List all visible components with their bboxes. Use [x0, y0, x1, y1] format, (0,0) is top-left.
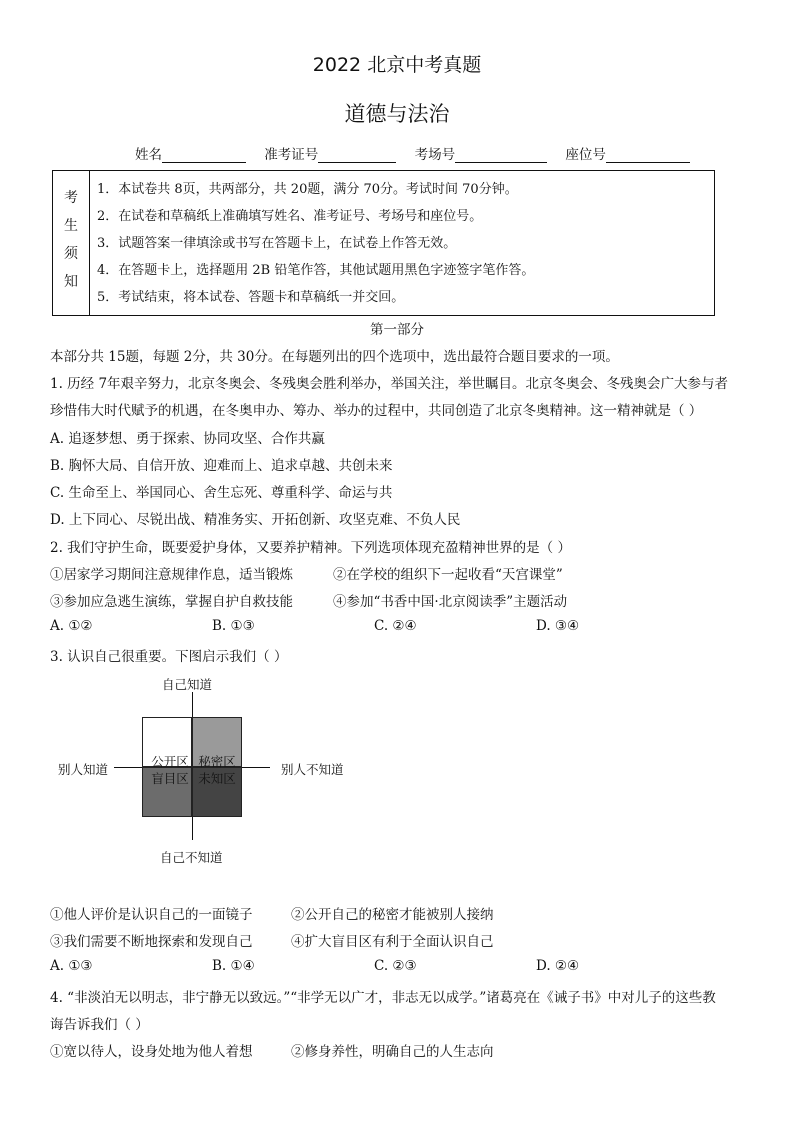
name-blank[interactable]	[162, 148, 246, 163]
q2-option-d[interactable]: D. ③④	[536, 618, 580, 634]
q2-option-b[interactable]: B. ①③	[212, 618, 255, 634]
notice-line-1: 1．本试卷共 8页，共两部分，共 20题，满分 70分。考试时间 70分钟。	[97, 182, 518, 197]
q4-stem-line1: 4. “非淡泊无以明志，非宁静无以致远。”“非学无以广才，非志无以成学。”诸葛亮在《诫子书》中对儿子的这些教	[50, 990, 716, 1006]
candidate-info-row	[135, 143, 704, 163]
notice-line-4: 4．在答题卡上，选择题用 2B 铅笔作答，其他试题用黑色字迹签字笔作答。	[97, 263, 535, 278]
part-intro: 本部分共 15题，每题 2分，共 30分。在每题列出的四个选项中，选出最符合题目要求的一项。	[50, 349, 619, 365]
room-blank[interactable]	[455, 148, 547, 163]
exam-title: 2022 北京中考真题	[312, 54, 482, 76]
notice-label: 考 生 须 知	[53, 171, 90, 315]
q3-option-b[interactable]: B. ①④	[212, 958, 255, 974]
q2-stem: 2. 我们守护生命，既要爱护身体，又要养护精神。下列选项体现充盈精神世界的是（ ）	[50, 540, 571, 556]
q1-option-b[interactable]: B. 胸怀大局、自信开放、迎难而上、追求卓越、共创未来	[50, 458, 393, 474]
part-heading: 第一部分	[370, 322, 424, 338]
axis-label-top: 自己知道	[162, 677, 213, 692]
q4-stem-line2: 诲告诉我们（ ）	[50, 1017, 149, 1033]
q3-option-d[interactable]: D. ②④	[536, 958, 580, 974]
exam-subject: 道德与法治	[344, 102, 450, 126]
secret-area-label: 秘密区	[198, 754, 236, 769]
exam-id-label: 准考证号	[264, 147, 319, 163]
q2-option-c[interactable]: C. ②④	[374, 618, 417, 634]
q3-statement-4: ④扩大盲目区有利于全面认识自己	[291, 934, 494, 950]
q3-statement-3: ③我们需要不断地探索和发现自己	[50, 934, 253, 950]
q1-stem-line1: 1. 历经 7年艰辛努力，北京冬奥会、冬残奥会胜利举办，举国关注，举世瞩目。北京冬奥会、冬残奥会广大参与者	[50, 376, 729, 392]
q3-statement-2: ②公开自己的秘密才能被别人接纳	[291, 907, 494, 923]
candidate-notice-box	[52, 170, 715, 316]
q2-statement-2: ②在学校的组织下一起收看“天宫课堂”	[333, 567, 563, 583]
q3-stem: 3. 认识自己很重要。下图启示我们（ ）	[50, 649, 288, 665]
axis-label-right: 别人不知道	[281, 762, 344, 777]
room-label: 考场号	[414, 147, 456, 163]
q3-option-a[interactable]: A. ①③	[50, 958, 93, 974]
q1-option-c[interactable]: C. 生命至上、举国同心、舍生忘死、尊重科学、命运与共	[50, 485, 393, 501]
name-label: 姓名	[135, 147, 162, 163]
notice-line-5: 5．考试结束，将本试卷、答题卡和草稿纸一并交回。	[97, 290, 405, 305]
q4-statement-1: ①宽以待人，设身处地为他人着想	[50, 1044, 253, 1060]
open-area-label: 公开区	[151, 754, 189, 769]
axis-label-bottom: 自己不知道	[160, 850, 223, 865]
johari-window	[142, 717, 242, 817]
notice-line-2: 2．在试卷和草稿纸上准确填写姓名、准考证号、考场号和座位号。	[97, 209, 483, 224]
exam-id-blank[interactable]	[318, 148, 396, 163]
notice-line-3: 3．试题答案一律填涂或书写在答题卡上，在试卷上作答无效。	[97, 236, 457, 251]
q2-statement-4: ④参加“书香中国·北京阅读季”主题活动	[333, 594, 568, 610]
q1-stem-line2: 珍惜伟大时代赋予的机遇，在冬奥申办、筹办、举办的过程中，共同创造了北京冬奥精神。这一精神就是（ ）	[50, 403, 703, 419]
q2-statement-3: ③参加应急逃生演练，掌握自护自救技能	[50, 594, 293, 610]
q2-statement-1: ①居家学习期间注意规律作息，适当锻炼	[50, 567, 293, 583]
seat-blank[interactable]	[606, 148, 690, 163]
q3-option-c[interactable]: C. ②③	[374, 958, 417, 974]
q2-option-a[interactable]: A. ①②	[50, 618, 93, 634]
q1-option-d[interactable]: D. 上下同心、尽锐出战、精准务实、开拓创新、攻坚克难、不负人民	[50, 512, 461, 528]
seat-label: 座位号	[565, 147, 606, 163]
unknown-area-label: 未知区	[198, 771, 236, 786]
axis-label-left: 别人知道	[58, 762, 109, 777]
blind-area-label: 盲目区	[151, 771, 189, 786]
q1-option-a[interactable]: A. 追逐梦想、勇于探索、协同攻坚、合作共赢	[50, 431, 325, 447]
q4-statement-2: ②修身养性，明确自己的人生志向	[291, 1044, 494, 1060]
q3-statement-1: ①他人评价是认识自己的一面镜子	[50, 907, 253, 923]
